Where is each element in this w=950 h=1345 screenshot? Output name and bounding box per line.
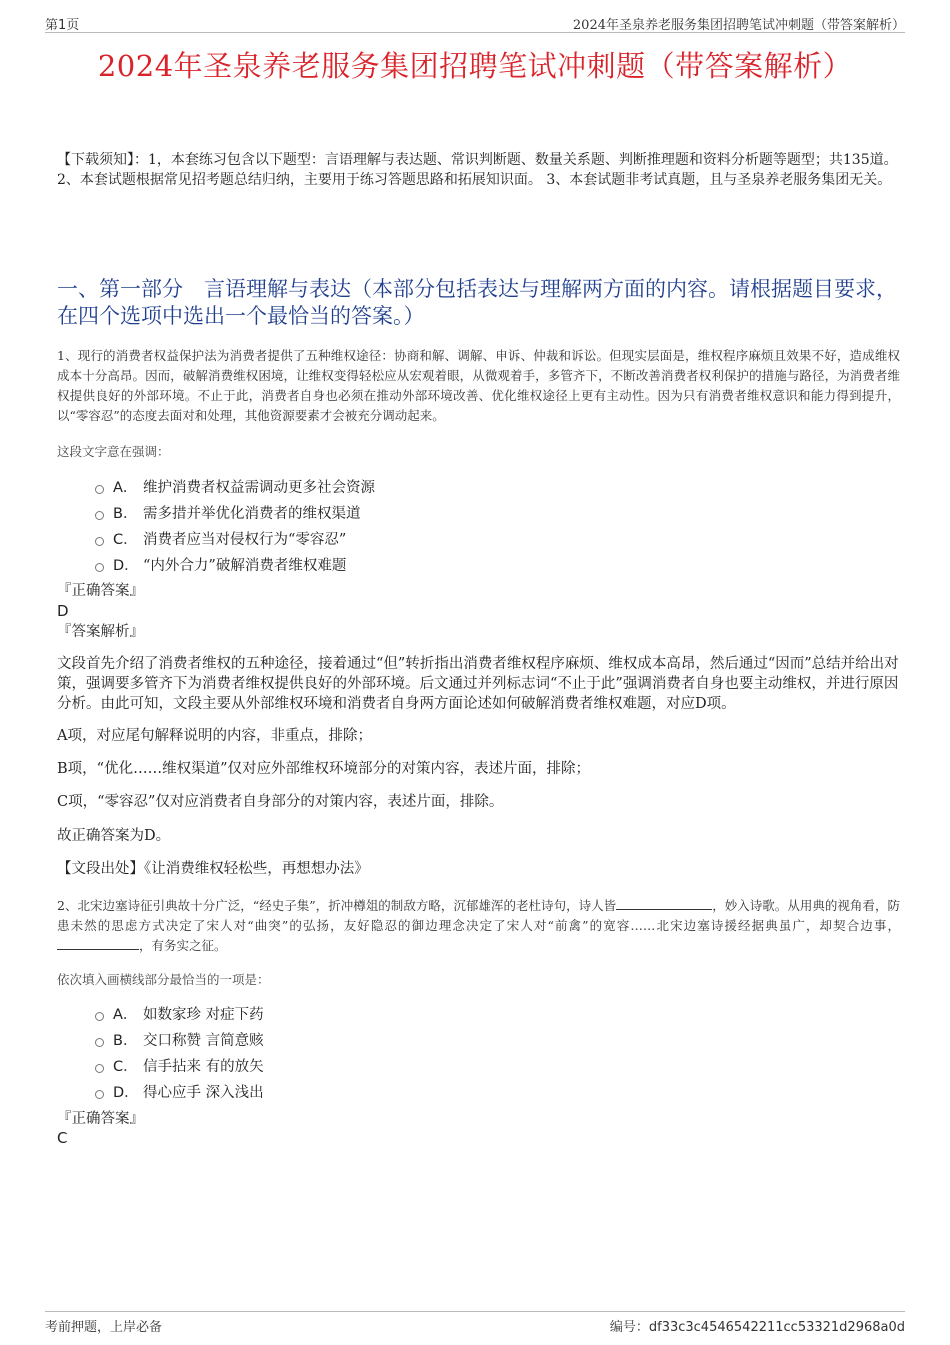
question-1-stem: 1、现行的消费者权益保护法为消费者提供了五种维权途径：协商和解、调解、申诉、仲裁和诉讼。但现实层面是，维权程序麻烦且效果不好，造成维权成本十分高昂。因而，破解消费维权困境，让维权变得轻松应从宏观着眼，从微观着手，多管齐下，不断改善消费者权利保护的措施与路径，为消费者维权提供良好的外部环境。不止于此，消费者自身也必须在推动外部环境改善、优化维权途径上更有主动性。因为只有消费者维权意识和能力得到提升，以“零容忍”的态度去面对和处理，其他资源要素才会被充分调动起来。 xyxy=(57,348,900,423)
option-c[interactable]: C． 信手拈来 有的放矢 xyxy=(95,1052,264,1078)
question-1-prompt: 这段文字意在强调： xyxy=(57,444,170,459)
download-notice: 【下载须知】：1，本套练习包含以下题型：言语理解与表达题、常识判断题、数量关系题、判断推理题和资料分析题等题型；共135道。 2、本套试题根据常见招考题总结归纳，主要用于练习答题思路和拓展知识面。 3、本套试题非考试真题，且与圣泉养老服务集团无关。 xyxy=(57,152,898,188)
answer-value: D xyxy=(57,602,69,620)
radio-icon[interactable] xyxy=(95,563,104,572)
radio-icon[interactable] xyxy=(95,1090,104,1099)
question-2-stem: 2、北宋边塞诗征引典故十分广泛，“经史子集”，折冲樽俎的制敌方略，沉郁雄浑的老杜诗句，诗人皆 ，妙入诗歌。从用典的视角看，防患未然的思虑方式决定了宋人对“曲突”的弘扬，友好隐忍的御边理念决定了宋人对“前禽”的宽容……北宋边塞诗援经据典虽广，却契合边事，，有务实之征。 xyxy=(57,898,900,953)
analysis-paragraph: 文段首先介绍了消费者维权的五种途径，接着通过“但”转折指出消费者维权程序麻烦、维权成本高昂，然后通过“因而”总结并给出对策，强调要多管齐下为消费者维权提供良好的外部环境。后文通过并列标志词“不止于此”强调消费者自身也要主动维权，并进行原因分析。由此可知，文段主要从外部维权环境和消费者自身两方面论述如何破解消费者维权难题，对应D项。 xyxy=(57,656,899,712)
radio-icon[interactable] xyxy=(95,537,104,546)
option-c[interactable]: C． 消费者应当对侵权行为“零容忍” xyxy=(95,525,375,551)
analysis-conclusion: 故正确答案为D。 xyxy=(57,828,171,844)
answer-value: C xyxy=(57,1129,68,1147)
radio-icon[interactable] xyxy=(95,485,104,494)
document-code: 编号：df33c3c4546542211cc53321d2968a0d xyxy=(609,1320,905,1335)
option-d[interactable]: D． “内外合力”破解消费者维权难题 xyxy=(95,551,375,577)
analysis-option-c: C项，“零容忍”仅对应消费者自身部分的对策内容，表述片面，排除。 xyxy=(57,794,504,810)
header-doc-title: 2024年圣泉养老服务集团招聘笔试冲刺题（带答案解析） xyxy=(572,18,905,33)
page-number: 第1页 xyxy=(45,18,80,33)
option-a[interactable]: A． 维护消费者权益需调动更多社会资源 xyxy=(95,473,375,499)
option-d[interactable]: D． 得心应手 深入浅出 xyxy=(95,1078,264,1104)
page-header xyxy=(45,12,905,33)
question-2-options xyxy=(95,1000,264,1104)
question-1-options xyxy=(95,473,375,577)
radio-icon[interactable] xyxy=(95,1012,104,1021)
option-b[interactable]: B． 需多措并举优化消费者的维权渠道 xyxy=(95,499,375,525)
radio-icon[interactable] xyxy=(95,511,104,520)
option-a[interactable]: A． 如数家珍 对症下药 xyxy=(95,1000,264,1026)
fill-blank-1[interactable] xyxy=(616,897,712,910)
page-title: 2024年圣泉养老服务集团招聘笔试冲刺题（带答案解析） xyxy=(97,49,853,83)
fill-blank-2[interactable] xyxy=(57,937,139,950)
section-heading: 一、第一部分 言语理解与表达（本部分包括表达与理解两方面的内容。请根据题目要求，在四个选项中选出一个最恰当的答案。） xyxy=(57,277,897,328)
answer-label: 『正确答案』 xyxy=(57,583,144,599)
question-2-prompt: 依次填入画横线部分最恰当的一项是： xyxy=(57,972,270,987)
answer-label: 『正确答案』 xyxy=(57,1111,144,1127)
analysis-label: 『答案解析』 xyxy=(57,624,144,640)
analysis-option-a: A项，对应尾句解释说明的内容，非重点，排除； xyxy=(57,728,372,744)
page-footer xyxy=(45,1311,905,1335)
footer-slogan: 考前押题，上岸必备 xyxy=(45,1320,163,1335)
source-note: 【文段出处】《让消费维权轻松些，再想想办法》 xyxy=(57,861,369,877)
radio-icon[interactable] xyxy=(95,1064,104,1073)
option-b[interactable]: B． 交口称赞 言简意赅 xyxy=(95,1026,264,1052)
radio-icon[interactable] xyxy=(95,1038,104,1047)
analysis-option-b: B项，“优化……维权渠道”仅对应外部维权环境部分的对策内容，表述片面，排除； xyxy=(57,761,590,777)
